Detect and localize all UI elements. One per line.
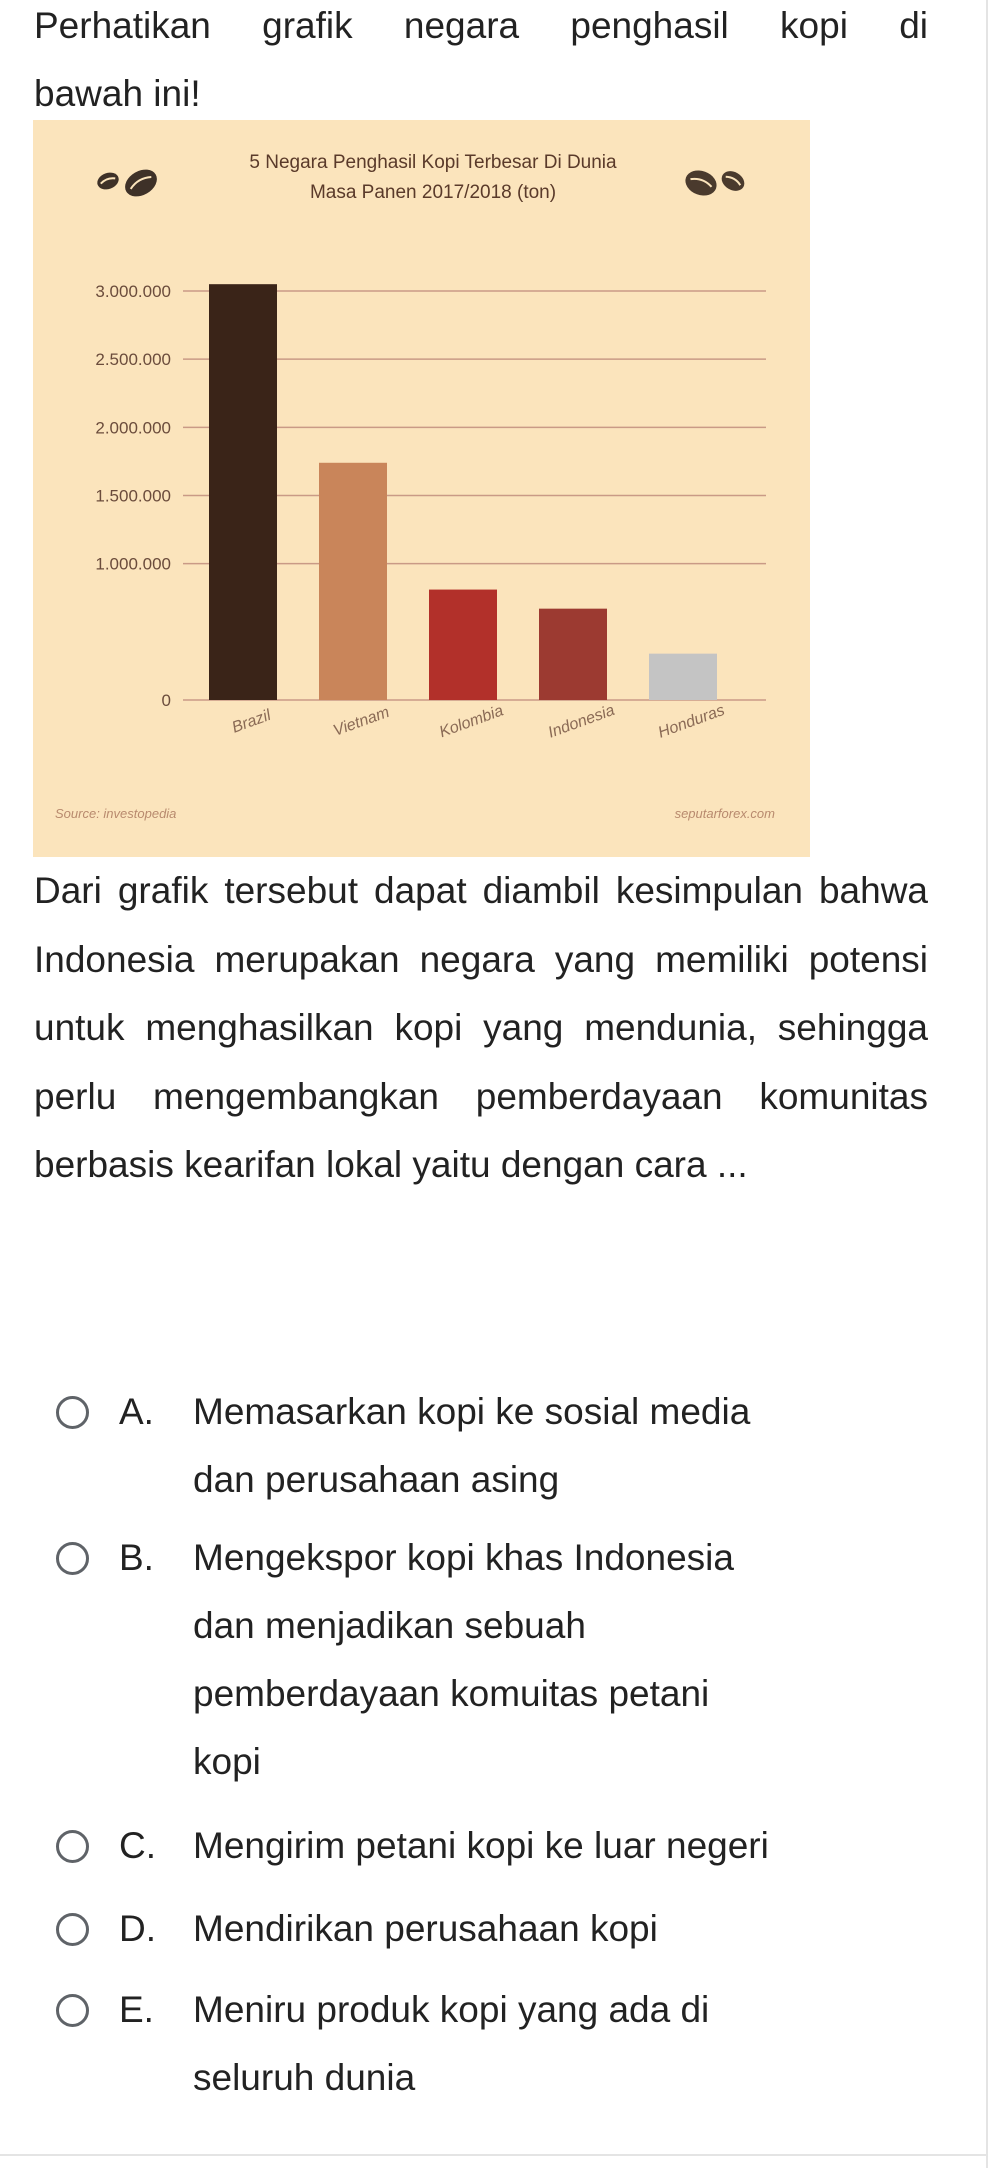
chart-svg: [33, 120, 810, 857]
option-letter: A.: [119, 1391, 154, 1432]
option-text: [193, 1895, 933, 1963]
y-tick-label: 2.500.000: [95, 350, 171, 370]
option-radio-button[interactable]: [56, 1913, 89, 1946]
option-letter: E.: [119, 1989, 154, 2030]
option-text-line: kopi: [193, 1741, 261, 1782]
option-letter: B.: [119, 1537, 154, 1578]
option-text-line: Meniru produk kopi yang ada di: [193, 1989, 710, 2030]
bar-indonesia: [539, 609, 607, 700]
option-text-line: Memasarkan kopi ke sosial media: [193, 1391, 751, 1432]
option-text-line: pemberdayaan komuitas petani: [193, 1673, 710, 1714]
option-text-line: dan perusahaan asing: [193, 1459, 560, 1500]
option-text-line: Mengirim petani kopi ke luar negeri: [193, 1825, 769, 1866]
chart-subtitle: Masa Panen 2017/2018 (ton): [309, 182, 557, 203]
option-text-line: Mengekspor kopi khas Indonesia: [193, 1537, 734, 1578]
page-bottom-divider: [0, 2154, 988, 2156]
option-e[interactable]: [0, 1976, 997, 2112]
option-a[interactable]: [0, 1378, 997, 1514]
x-tick-label-vietnam: Vietnam: [331, 703, 392, 740]
option-radio-button[interactable]: [56, 1830, 89, 1863]
option-letter: C.: [119, 1825, 156, 1866]
question-intro: [34, 0, 928, 128]
chart-x-tick-labels: [230, 702, 727, 742]
y-tick-label: 1.000.000: [95, 554, 171, 574]
option-text: [193, 1378, 933, 1514]
y-tick-label: 2.000.000: [95, 418, 171, 438]
coffee-bean-icon: [95, 170, 121, 193]
coffee-bean-icon: [682, 166, 720, 199]
option-radio-button[interactable]: [56, 1994, 89, 2027]
y-tick-label: 1.500.000: [95, 486, 171, 506]
option-text-line: seluruh dunia: [193, 2057, 416, 2098]
option-text-line: Mendirikan perusahaan kopi: [193, 1908, 658, 1949]
question-intro-line1: Perhatikan grafik negara penghasil kopi di: [34, 5, 928, 46]
x-tick-label-kolombia: Kolombia: [437, 702, 506, 742]
x-tick-label-honduras: Honduras: [655, 701, 727, 742]
coffee-producer-chart: [33, 120, 810, 857]
coffee-bean-icon: [718, 167, 748, 195]
option-text: [193, 1976, 933, 2112]
chart-source-left: Source: investopedia: [55, 806, 177, 821]
option-c[interactable]: [0, 1812, 997, 1880]
chart-bars: [209, 284, 717, 700]
x-tick-label-indonesia: Indonesia: [545, 701, 617, 742]
y-tick-label: 0: [161, 691, 171, 710]
chart-y-tick-labels: [95, 282, 171, 710]
question-intro-line2: bawah ini!: [34, 73, 201, 114]
chart-source-right: seputarforex.com: [674, 806, 775, 821]
option-radio-button[interactable]: [56, 1542, 89, 1575]
chart-title: 5 Negara Penghasil Kopi Terbesar Di Dunia: [249, 152, 617, 173]
y-tick-label: 3.000.000: [95, 282, 171, 301]
option-d[interactable]: [0, 1895, 997, 1963]
bar-vietnam: [319, 463, 387, 700]
option-b[interactable]: [0, 1524, 997, 1796]
option-text: [193, 1812, 933, 1880]
option-letter: D.: [119, 1908, 156, 1949]
option-text-line: dan menjadikan sebuah: [193, 1605, 586, 1646]
coffee-bean-icon: [120, 164, 161, 202]
option-text: [193, 1524, 933, 1796]
bar-honduras: [649, 654, 717, 700]
bar-kolombia: [429, 590, 497, 700]
x-tick-label-brazil: Brazil: [229, 706, 274, 737]
bar-brazil: [209, 284, 277, 700]
question-body: Dari grafik tersebut dapat diambil kesimpulan bahwa Indonesia merupakan negara yang memiliki potensi untuk menghasilkan kopi yang mendunia, sehingga perlu mengembangkan pemberdayaan komunitas berbasis kearifan lokal yaitu dengan cara ...: [34, 870, 928, 1185]
option-radio-button[interactable]: [56, 1396, 89, 1429]
